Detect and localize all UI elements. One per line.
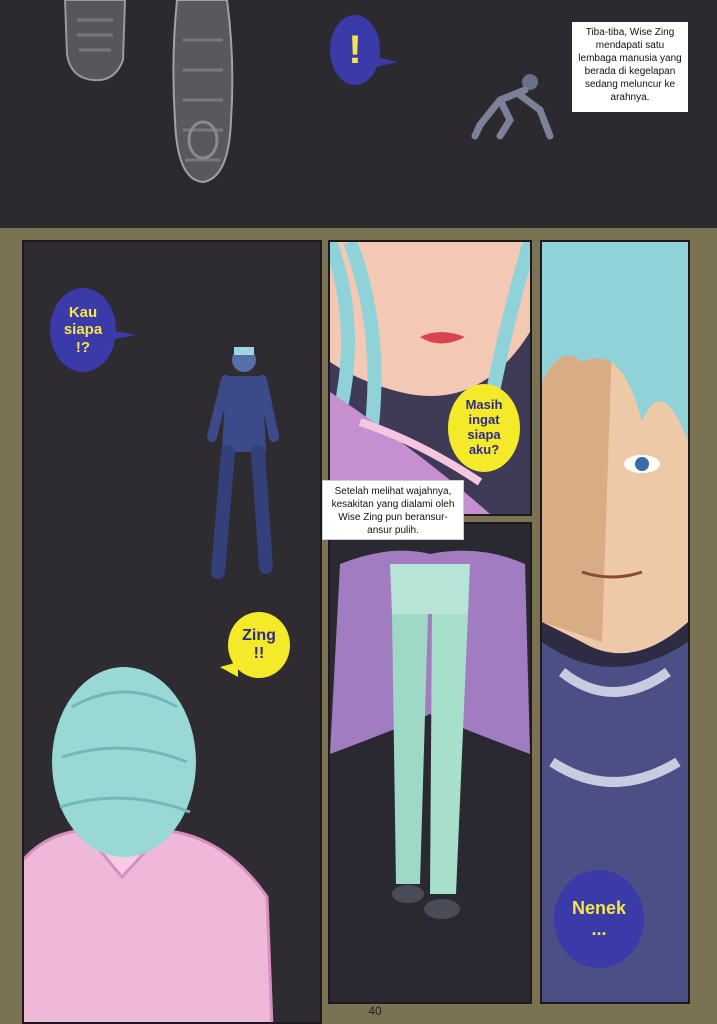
exclamation-text: ! — [348, 28, 362, 72]
panel-walking-figure — [328, 522, 532, 1004]
caption-top-right-text: Tiba-tiba, Wise Zing mendapati satu lembaga manusia yang berada di kegelapan sedang meluncur ke arahnya. — [578, 27, 682, 103]
kau-siapa-bubble — [50, 288, 116, 372]
masih-ingat-text: Masih ingat siapa aku? — [465, 397, 503, 457]
caption-middle — [322, 480, 464, 540]
caption-middle-text: Setelah melihat wajahnya, kesakitan yang dialami oleh Wise Zing pun beransur-ansur pulih. — [331, 486, 455, 536]
crouching-figure-illustration — [470, 70, 555, 140]
kau-siapa-bubble-tail — [110, 330, 136, 340]
panel-lips-closeup — [328, 240, 532, 516]
shoe-sole-right-illustration — [165, 0, 240, 185]
walking-figure-illustration — [330, 524, 530, 1002]
page-number: 40 — [368, 1004, 382, 1018]
standing-figure-illustration — [194, 342, 284, 582]
nenek-text: Nenek ... — [571, 898, 627, 939]
exclamation-bubble-tail — [372, 56, 398, 68]
lips-closeup-illustration — [330, 242, 530, 514]
top-panel — [0, 0, 717, 228]
zing-text: Zing !! — [242, 626, 276, 662]
panel-left — [22, 240, 322, 1024]
shoe-sole-left-illustration — [55, 0, 135, 85]
girl-back-view-illustration — [22, 667, 292, 1024]
caption-top-right — [572, 22, 688, 112]
nenek-bubble — [554, 870, 644, 968]
zing-bubble-tail — [220, 662, 238, 677]
kau-siapa-text: Kau siapa !? — [63, 304, 103, 356]
panel-face-closeup — [540, 240, 690, 1004]
exclamation-bubble — [330, 15, 380, 85]
masih-ingat-bubble — [448, 384, 520, 472]
